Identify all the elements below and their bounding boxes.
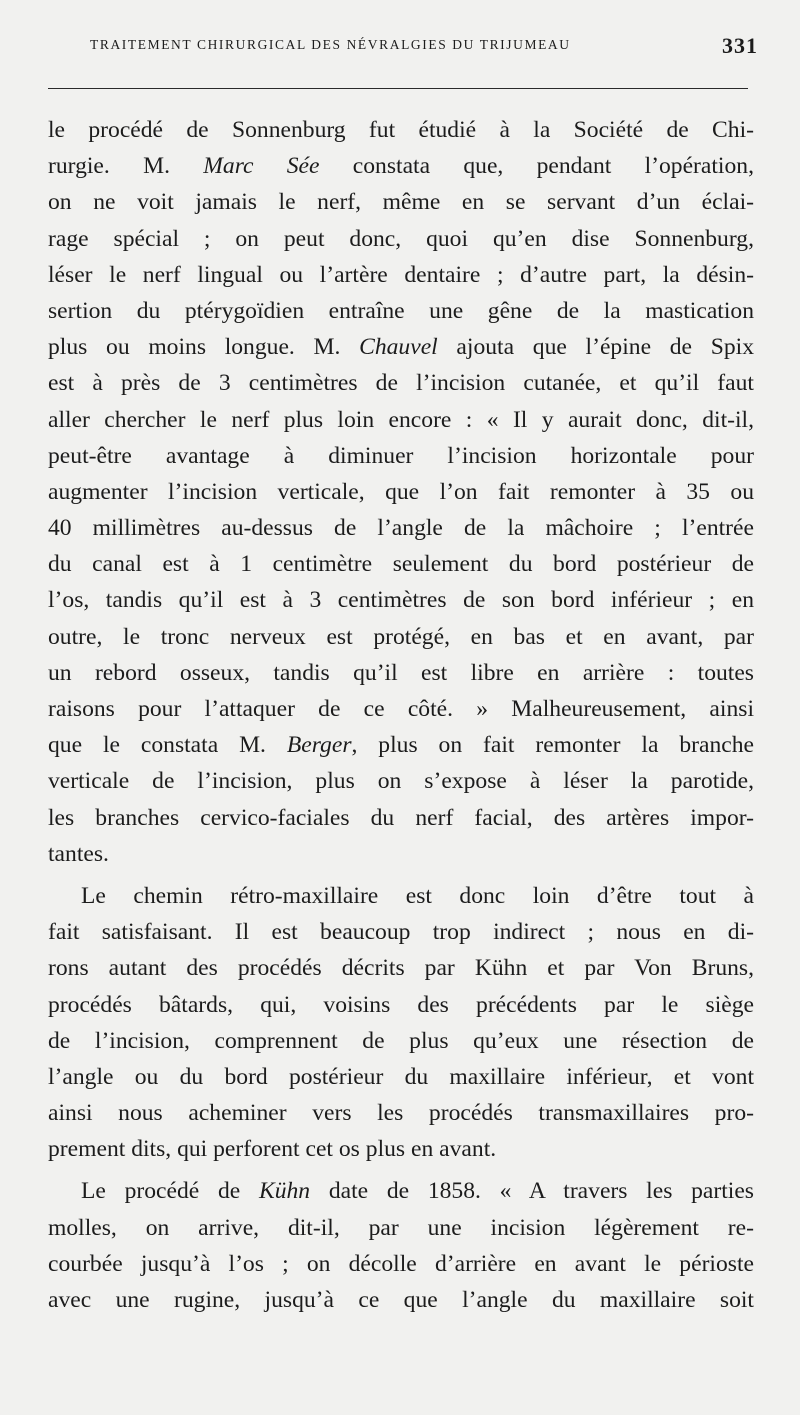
running-title: TRAITEMENT CHIRURGICAL DES NÉVRALGIES DU TRIJUMEAU [90, 37, 571, 52]
text-line [48, 763, 754, 799]
text-line [48, 112, 754, 148]
text-segment: , plus on fait remonter la branche [351, 732, 754, 759]
text-line [48, 914, 754, 950]
text-segment: plus ou moins longue. M. [48, 334, 360, 361]
text-segment: du canal est à 1 centimètre seulement du bord postérieur de [48, 551, 754, 578]
text-segment: l’angle ou du bord postérieur du maxillaire inférieur, et vont [48, 1063, 754, 1090]
text-segment: peut-être avantage à diminuer l’incision horizontale pour [48, 442, 754, 469]
text-segment: l’os, tandis qu’il est à 3 centimètres de son bord inférieur ; en [48, 587, 754, 614]
text-segment: Le chemin rétro-maxillaire est donc loin d’être tout à [81, 882, 754, 909]
text-line [48, 1210, 754, 1246]
page-number: 331 [722, 33, 758, 58]
text-segment: un rebord osseux, tandis qu’il est libre en arrière : toutes [48, 659, 754, 686]
text-segment: Le procédé de [81, 1178, 259, 1205]
text-line [48, 582, 754, 618]
text-line [48, 293, 754, 329]
text-line [48, 257, 754, 293]
text-segment: courbée jusqu’à l’os ; on décolle d’arrière en avant le périoste [48, 1250, 754, 1277]
text-segment: avec une rugine, jusqu’à ce que l’angle du maxillaire soit [48, 1287, 754, 1313]
text-segment: procédés bâtards, qui, voisins des précédents par le siège [48, 991, 754, 1018]
text-segment: on ne voit jamais le nerf, même en se servant d’un éclai- [48, 189, 754, 216]
text-line [48, 474, 754, 510]
text-segment: augmenter l’incision verticale, que l’on fait remonter à 35 ou [48, 478, 754, 505]
text-line [48, 727, 754, 763]
italic-name: Kühn [258, 1178, 311, 1205]
text-segment: léser le nerf lingual ou l’artère dentaire ; d’autre part, la désin- [48, 261, 754, 288]
text-line [48, 1282, 754, 1318]
text-line [48, 800, 754, 836]
text-line [48, 438, 754, 474]
text-segment: rage spécial ; on peut donc, quoi qu’en dise Sonnenburg, [48, 225, 754, 252]
text-line [48, 619, 754, 655]
text-line [48, 184, 754, 220]
text-segment: constata que, pendant l’opération, [319, 153, 754, 180]
text-segment: prement dits, qui perforent cet os plus en avant. [48, 1136, 497, 1163]
text-segment: tantes. [48, 840, 109, 867]
text-segment: raisons pour l’attaquer de ce côté. » Malheureusement, ainsi [48, 696, 754, 722]
text-line [48, 329, 754, 365]
text-line [48, 1131, 754, 1167]
text-segment: les branches cervico-faciales du nerf facial, des artères impor- [48, 804, 754, 831]
paragraph [48, 1173, 754, 1318]
text-line [48, 221, 754, 257]
paragraph [48, 112, 754, 872]
text-segment: molles, on arrive, dit-il, par une incision légèrement re- [48, 1214, 754, 1241]
text-line [48, 402, 754, 438]
text-segment: est à près de 3 centimètres de l’incision cutanée, et qu’il faut [48, 370, 754, 397]
italic-name: Berger [286, 732, 352, 759]
text-segment: ainsi nous acheminer vers les procédés transmaxillaires pro- [48, 1100, 754, 1127]
text-line [48, 987, 754, 1023]
text-segment: aller chercher le nerf plus loin encore : « Il y aurait donc, dit-il, [48, 406, 754, 433]
text-segment: de l’incision, comprennent de plus qu’eux une résection de [48, 1027, 754, 1054]
text-segment: le procédé de Sonnenburg fut étudié à la Société de Chi- [48, 117, 754, 143]
text-line [48, 655, 754, 691]
text-segment: outre, le tronc nerveux est protégé, en bas et en avant, par [48, 623, 754, 650]
text-segment: verticale de l’incision, plus on s’expose à léser la parotide, [48, 768, 754, 795]
text-line [48, 1173, 754, 1209]
body-text [48, 112, 754, 1318]
text-line [48, 510, 754, 546]
text-segment: que le constata M. [48, 732, 287, 759]
running-head [90, 33, 758, 63]
text-line [48, 1059, 754, 1095]
text-segment: rons autant des procédés décrits par Kühn et par Von Bruns, [48, 955, 754, 982]
text-segment: fait satisfaisant. Il est beaucoup trop indirect ; nous en di- [48, 919, 754, 946]
text-line [48, 148, 754, 184]
text-segment: rurgie. M. [48, 153, 204, 180]
text-segment: ajouta que l’épine de Spix [437, 334, 754, 361]
paragraph [48, 878, 754, 1168]
text-segment: sertion du ptérygoïdien entraîne une gêne de la mastication [48, 297, 754, 324]
text-line [48, 1246, 754, 1282]
text-segment: date de 1858. « A travers les parties [310, 1178, 754, 1205]
italic-name: Marc Sée [203, 153, 320, 180]
text-line [48, 365, 754, 401]
text-line [48, 836, 754, 872]
italic-name: Chauvel [359, 334, 438, 361]
header-rule [48, 88, 748, 89]
text-line [48, 1023, 754, 1059]
text-line [48, 950, 754, 986]
text-line [48, 878, 754, 914]
text-line [48, 691, 754, 727]
text-line [48, 546, 754, 582]
text-segment: 40 millimètres au-dessus de l’angle de la mâchoire ; l’entrée [48, 515, 754, 542]
text-line [48, 1095, 754, 1131]
